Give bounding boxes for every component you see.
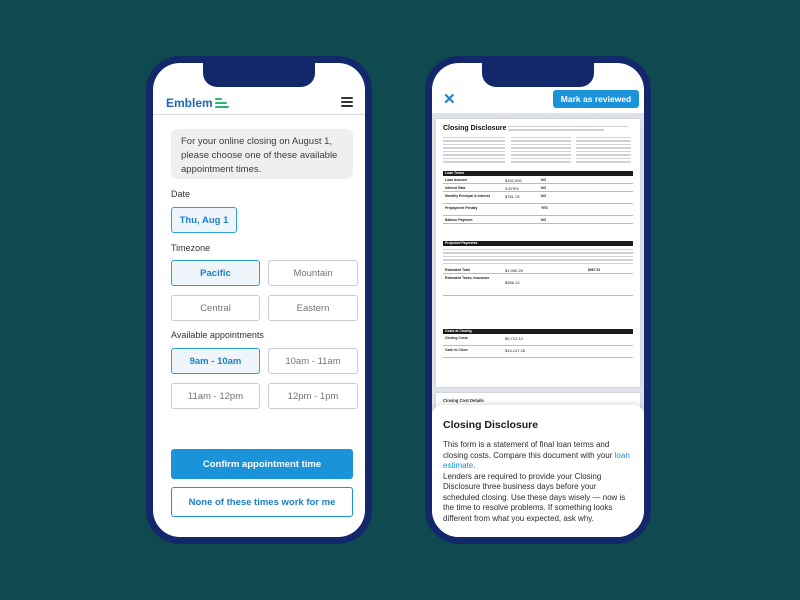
loan-info-lines xyxy=(576,137,631,165)
phone-right xyxy=(425,56,651,544)
date-label: Date xyxy=(171,189,191,199)
sheet-text-start: This form is a statement of final loan terms and closing costs. Compare this document with your xyxy=(443,440,615,460)
timezone-label: Timezone xyxy=(171,243,211,253)
timezone-option-central[interactable]: Central xyxy=(171,295,260,321)
sheet-paragraph-1 xyxy=(443,440,633,472)
phone-left xyxy=(146,56,372,544)
interest-rate-value: 3.875% xyxy=(505,185,519,191)
projected-payments-header: Projected Payments xyxy=(443,241,633,246)
document-page-1 xyxy=(436,119,640,387)
hamburger-menu-icon[interactable] xyxy=(341,97,353,107)
close-icon[interactable]: ✕ xyxy=(443,91,456,108)
page2-title: Closing Cost Details xyxy=(443,398,484,403)
app-header xyxy=(153,85,365,115)
document-subtitle-lines xyxy=(508,126,628,133)
viewer-header xyxy=(432,85,644,115)
sheet-title: Closing Disclosure xyxy=(443,419,539,431)
prepayment-row: Prepayment Penalty YES xyxy=(443,204,633,216)
balloon-row: Balloon Payment NO xyxy=(443,216,633,224)
est-total-2-value: $967.91 xyxy=(588,268,601,273)
intro-message: For your online closing on August 1, please choose one of these available appointment times. xyxy=(171,129,353,179)
timezone-option-pacific[interactable]: Pacific xyxy=(171,260,260,286)
document-title: Closing Disclosure xyxy=(443,125,507,132)
monthly-payment-row: Monthly Principal & Interest $761.78 NO xyxy=(443,192,633,204)
loan-amount-row: Loan Amount $162,000 NO xyxy=(443,176,633,184)
sheet-text-end: . xyxy=(473,461,476,470)
appointment-option-12pm[interactable]: 12pm - 1pm xyxy=(268,383,358,409)
closing-costs-row: Closing Costs $9,712.10 xyxy=(443,334,633,346)
appointment-screen xyxy=(153,63,365,537)
closing-info-lines xyxy=(443,137,505,165)
escrow-value: $356.13 xyxy=(505,280,520,286)
none-work-button[interactable]: None of these times work for me xyxy=(171,487,353,517)
document-screen xyxy=(432,63,644,537)
appointment-option-9am[interactable]: 9am - 10am xyxy=(171,348,260,374)
document-viewer[interactable] xyxy=(432,113,644,537)
emblem-logo[interactable] xyxy=(166,96,229,110)
est-total-1-value: $1,050.26 xyxy=(505,267,523,273)
appointments-label: Available appointments xyxy=(171,330,264,340)
info-bottom-sheet[interactable] xyxy=(432,405,644,537)
cash-to-close-row: Cash to Close $14,147.26 xyxy=(443,346,633,358)
cash-to-close-value: $14,147.26 xyxy=(505,347,526,353)
loan-estimate-link[interactable]: loan estimate xyxy=(443,450,630,470)
interest-rate-row: Interest Rate 3.875% NO xyxy=(443,184,633,192)
sheet-paragraph-2: Lenders are required to provide your Closing Disclosure three business days before your scheduled closing. Use these days wisely — now is the time to resolve problems. If something looks different from what you expected, ask why. xyxy=(443,471,626,523)
mark-reviewed-button[interactable]: Mark as reviewed xyxy=(553,90,639,108)
appointment-option-11am[interactable]: 11am - 12pm xyxy=(171,383,260,409)
confirm-appointment-button[interactable]: Confirm appointment time xyxy=(171,449,353,479)
phone-notch xyxy=(203,63,315,87)
phone-notch xyxy=(482,63,594,87)
costs-at-closing-header: Costs at Closing xyxy=(443,329,633,334)
timezone-option-mountain[interactable]: Mountain xyxy=(268,260,358,286)
logo-mark-icon xyxy=(215,97,229,109)
projected-lines xyxy=(443,249,633,264)
loan-terms-header: Loan Terms xyxy=(443,171,633,176)
timezone-option-eastern[interactable]: Eastern xyxy=(268,295,358,321)
est-total-row: Estimated Total $1,050.26 $967.91 xyxy=(443,266,633,274)
loan-amount-value: $162,000 xyxy=(505,177,522,183)
appointment-option-10am[interactable]: 10am - 11am xyxy=(268,348,358,374)
transaction-info-lines xyxy=(511,137,571,165)
closing-costs-value: $9,712.10 xyxy=(505,335,523,341)
date-option-selected[interactable]: Thu, Aug 1 xyxy=(171,207,237,233)
monthly-pi-value: $761.78 xyxy=(505,193,520,199)
escrow-row: Estimated Taxes, Insurance $356.13 xyxy=(443,274,633,296)
logo-text: Emblem xyxy=(166,96,213,110)
